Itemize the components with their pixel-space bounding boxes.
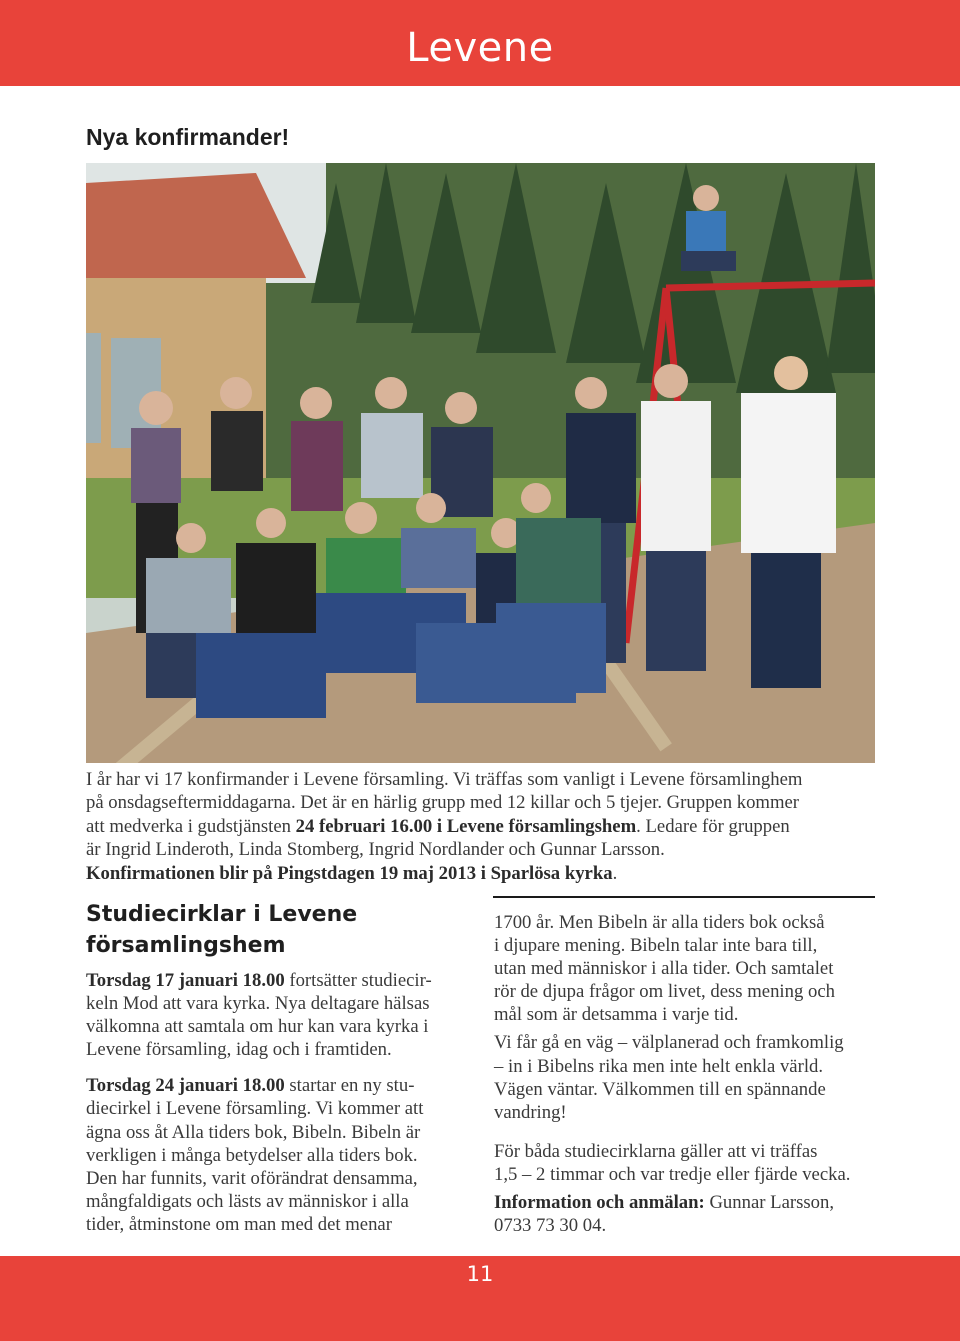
- intro-line: I år har vi 17 konfirmander i Levene församling. Vi träffas som vanligt i Levene församlinghem: [86, 769, 803, 790]
- text-line: Levene församling, idag och i framtiden.: [86, 1039, 392, 1061]
- text-line: – in i Bibelns rika men inte helt enkla värld.: [494, 1055, 824, 1077]
- text-line: mångfaldigats och lästs av människor i alla: [86, 1190, 409, 1212]
- text-line: verkligen i många betydelser alla tiders bok.: [86, 1144, 418, 1166]
- left-column: [86, 969, 466, 1236]
- text-line: i djupare mening. Bibeln talar inte bara till,: [494, 935, 818, 957]
- column-divider: [493, 896, 875, 898]
- study-date: Torsdag 24 januari 18.00: [86, 1075, 285, 1097]
- text-line: keln Mod att vara kyrka. Nya deltagare hälsas: [86, 993, 430, 1015]
- intro-line: att medverka i gudstjänsten: [86, 815, 296, 837]
- text-line: Vägen väntar. Välkommen till en spännande: [494, 1078, 826, 1100]
- contact-phone: 0733 73 30 04.: [494, 1215, 607, 1237]
- text-line: rör de djupa frågor om livet, dess mening och: [494, 981, 835, 1003]
- study-circle-1: [86, 969, 466, 1061]
- group-photo-icon: [86, 163, 875, 763]
- section-title-line: Studiecirklar i Levene: [86, 902, 358, 927]
- schedule-paragraph: [494, 1140, 875, 1186]
- text-line: tider, åtminstone om man med det menar: [86, 1213, 392, 1235]
- text-line: vandring!: [494, 1101, 567, 1123]
- right-column: [494, 911, 875, 1237]
- journey-paragraph: [494, 1031, 875, 1123]
- text-line: diecirkel i Levene församling. Vi kommer att: [86, 1098, 424, 1120]
- contact-name: Gunnar Larsson,: [704, 1192, 834, 1214]
- text-line: utan med människor i alla tider. Och samtalet: [494, 958, 834, 980]
- text-line: välkomna att samtala om hur kan vara kyrka i: [86, 1016, 429, 1038]
- intro-line: på onsdagseftermiddagarna. Det är en härlig grupp med 12 killar och 5 tjejer. Gruppen kommer: [86, 792, 800, 814]
- intro-line: . Ledare för gruppen: [636, 815, 790, 837]
- group-photo: [86, 163, 875, 763]
- event-date: 24 februari 16.00 i Levene församlingshem: [295, 815, 637, 837]
- text-line: Vi får gå en väg – välplanerad och framkomlig: [494, 1032, 844, 1054]
- section-header-title: Levene: [406, 25, 554, 71]
- contact-label: Information och anmälan:: [494, 1192, 705, 1214]
- section-title-line: församlingshem: [86, 933, 286, 958]
- text-line: 1700 år. Men Bibeln är alla tiders bok också: [494, 912, 825, 933]
- study-date: Torsdag 17 januari 18.00: [86, 970, 285, 991]
- text-line: fortsätter studiecir-: [284, 970, 432, 991]
- text-line: startar en ny stu-: [284, 1075, 415, 1097]
- intro-period: .: [612, 862, 618, 884]
- header-band: [0, 0, 960, 86]
- text-line: 1,5 – 2 timmar och var tredje eller fjärde vecka.: [494, 1163, 851, 1185]
- text-line: ägna oss åt Alla tiders bok, Bibeln. Bibeln är: [86, 1121, 421, 1143]
- text-line: För båda studiecirklarna gäller att vi träffas: [494, 1140, 818, 1162]
- text-line: mål som är detsamma i varje tid.: [494, 1004, 739, 1026]
- study-circle-2: [86, 1074, 466, 1236]
- article-title: Nya konfirmander!: [86, 124, 290, 150]
- text-line: Den har funnits, varit oförändrat densamma,: [86, 1167, 418, 1189]
- page-number: 11: [466, 1262, 494, 1286]
- bible-paragraph: [494, 911, 875, 1026]
- section-title: [86, 899, 466, 961]
- confirmation-info: Konfirmationen blir på Pingstdagen 19 maj 2013 i Sparlösa kyrka: [86, 862, 613, 884]
- contact-paragraph: [494, 1191, 875, 1237]
- intro-line: är Ingrid Linderoth, Linda Stomberg, Ingrid Nordlander och Gunnar Larsson.: [86, 839, 665, 861]
- intro-text: [86, 768, 876, 885]
